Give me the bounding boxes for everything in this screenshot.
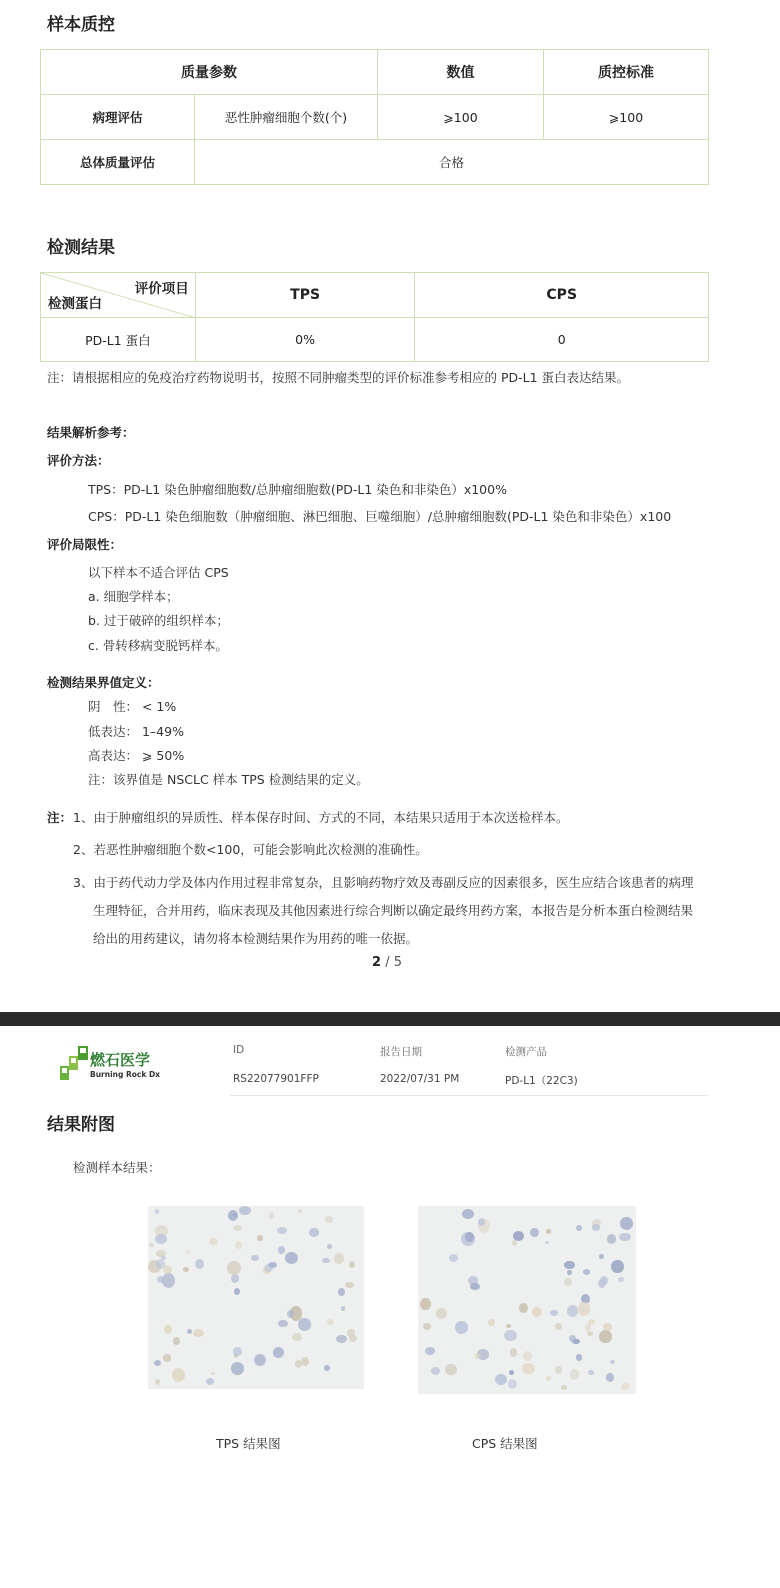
- tissue-cell: [301, 1357, 309, 1366]
- qc-table: [40, 49, 709, 185]
- tissue-cell: [564, 1261, 574, 1269]
- tissue-cell: [173, 1337, 180, 1345]
- tissue-cell: [228, 1210, 238, 1221]
- tissue-cell: [449, 1254, 458, 1262]
- tissue-cell: [309, 1228, 318, 1236]
- sample-results-label: 检测样本结果：: [73, 1160, 161, 1175]
- tissue-cell: [325, 1216, 333, 1224]
- tissue-cell: [530, 1228, 539, 1237]
- tissue-cell: [278, 1320, 287, 1327]
- tissue-cell: [506, 1324, 511, 1328]
- tissue-cell: [157, 1276, 164, 1283]
- tissue-cell: [269, 1212, 274, 1218]
- tissue-cell: [599, 1330, 612, 1342]
- tissue-cell: [587, 1331, 593, 1336]
- tps-result-image: [148, 1206, 364, 1389]
- tissue-cell: [162, 1273, 175, 1288]
- cutoff-high: 高表达： ⩾ 50%: [88, 748, 185, 763]
- tissue-cell: [567, 1305, 578, 1317]
- tissue-cell: [455, 1321, 468, 1334]
- header-product-label: 检测产品: [505, 1046, 547, 1058]
- page-current: 2: [372, 955, 382, 970]
- tissue-cell: [155, 1379, 160, 1385]
- limitation-b: b. 过于破碎的组织样本；: [88, 613, 229, 628]
- tissue-cell: [285, 1252, 299, 1264]
- tissue-cell: [172, 1368, 185, 1383]
- tissue-cell: [512, 1240, 517, 1246]
- tissue-cell: [545, 1241, 549, 1244]
- tissue-cell: [508, 1379, 517, 1389]
- corner-label-protein: 检测蛋白: [48, 296, 102, 312]
- cutoff-heading: 检测结果界值定义：: [47, 675, 160, 690]
- tissue-cell: [183, 1267, 190, 1273]
- tissue-cell: [431, 1367, 440, 1375]
- cps-formula: CPS：PD-L1 染色细胞数（肿瘤细胞、淋巴细胞、巨噬细胞）/总肿瘤细胞数(PD-L1 染色和非染色）x100: [88, 509, 672, 524]
- tissue-cell: [569, 1335, 576, 1342]
- tissue-cell: [436, 1308, 447, 1319]
- figures-title: 结果附图: [47, 1115, 115, 1135]
- tissue-cell: [611, 1260, 623, 1273]
- header-id-label: ID: [233, 1044, 245, 1056]
- tissue-cell: [420, 1298, 430, 1310]
- logo-text-cn: 燃石医学: [90, 1051, 151, 1069]
- tissue-cell: [576, 1354, 582, 1360]
- tissue-cell: [349, 1335, 357, 1343]
- tissue-cell: [598, 1279, 606, 1288]
- cutoff-negative: 阴 性： < 1%: [88, 699, 177, 714]
- tissue-cell: [257, 1235, 263, 1241]
- tissue-cell: [298, 1209, 303, 1213]
- header-id-value: RS22077901FFP: [233, 1073, 319, 1085]
- header-divider: [230, 1095, 708, 1096]
- tissue-cell: [278, 1246, 286, 1253]
- header-date-label: 报告日期: [380, 1046, 422, 1058]
- tissue-cell: [239, 1206, 251, 1215]
- tissue-cell: [322, 1258, 330, 1264]
- cps-caption: CPS 结果图: [472, 1436, 538, 1451]
- tissue-cell: [461, 1232, 475, 1246]
- tissue-cell: [234, 1288, 241, 1295]
- tissue-cell: [349, 1261, 355, 1268]
- tissue-cell: [578, 1302, 591, 1316]
- tissue-cell: [327, 1319, 334, 1325]
- report-page-3: [0, 1026, 780, 1588]
- tissue-cell: [277, 1227, 287, 1235]
- results-section-title: 检测结果: [47, 238, 115, 258]
- page-total: / 5: [385, 955, 402, 970]
- tissue-cell: [474, 1353, 481, 1358]
- tissue-cell: [504, 1330, 518, 1342]
- tissue-cell: [163, 1265, 172, 1274]
- tissue-cell: [211, 1372, 215, 1375]
- corner-label-item: 评价项目: [134, 281, 189, 297]
- tissue-cell: [209, 1238, 218, 1245]
- tissue-cell: [561, 1385, 567, 1389]
- tissue-cell: [564, 1278, 572, 1286]
- tissue-cell: [195, 1259, 204, 1270]
- interpretation-heading: 结果解析参考：: [47, 425, 135, 440]
- tissue-cell: [254, 1354, 266, 1367]
- tissue-cell: [567, 1270, 571, 1275]
- tissue-cell: [478, 1218, 485, 1226]
- tissue-cell: [251, 1255, 259, 1261]
- tissue-cell: [488, 1319, 496, 1325]
- cutoff-low: 低表达： 1–49%: [88, 724, 184, 739]
- results-note: 注：请根据相应的免疫治疗药物说明书，按照不同肿瘤类型的评价标准参考相应的 PD-L1 蛋白表达结果。: [47, 370, 630, 385]
- note-3-line-3: 给出的用药建议，请勿将本检测结果作为用药的唯一依据。: [93, 931, 419, 946]
- tissue-cell: [550, 1310, 558, 1317]
- limitation-a: a. 细胞学样本；: [88, 589, 179, 604]
- note-2: 2、若恶性肿瘤细胞个数<100，可能会影响此次检测的准确性。: [73, 842, 428, 857]
- tissue-cell: [621, 1383, 631, 1391]
- tissue-cell: [523, 1351, 532, 1361]
- tissue-cell: [341, 1306, 346, 1311]
- cps-result-image: [418, 1206, 636, 1394]
- tissue-cell: [231, 1362, 244, 1375]
- tissue-cell: [287, 1310, 294, 1318]
- results-protein-label: PD-L1 蛋白: [41, 318, 196, 362]
- tissue-cell: [268, 1262, 278, 1269]
- tissue-cell: [187, 1329, 192, 1334]
- tissue-cell: [576, 1225, 582, 1231]
- tissue-cell: [555, 1323, 562, 1330]
- tissue-cell: [206, 1378, 214, 1385]
- limitation-heading: 评价局限性：: [47, 537, 123, 552]
- tissue-cell: [324, 1365, 330, 1371]
- tissue-cell: [546, 1376, 551, 1381]
- tissue-cell: [233, 1347, 243, 1356]
- qc-row-overall-label: 总体质量评估: [41, 140, 195, 185]
- company-logo: [58, 1046, 178, 1086]
- tissue-cell: [583, 1269, 590, 1275]
- results-table: [40, 272, 709, 362]
- tissue-cell: [445, 1364, 456, 1376]
- qc-header-value: 数值: [378, 50, 544, 95]
- qc-row-pathology-param: 恶性肿瘤细胞个数(个): [195, 95, 378, 140]
- results-cps-value: 0: [415, 318, 709, 362]
- results-corner-cell: [41, 273, 196, 318]
- tissue-cell: [425, 1347, 435, 1355]
- tissue-cell: [338, 1288, 345, 1296]
- tissue-cell: [295, 1360, 302, 1368]
- tissue-cell: [273, 1347, 284, 1358]
- tissue-cell: [509, 1370, 514, 1376]
- tissue-cell: [186, 1250, 190, 1254]
- tissue-cell: [522, 1363, 535, 1373]
- tissue-cell: [233, 1225, 242, 1231]
- tissue-cell: [155, 1209, 159, 1214]
- cutoff-note: 注：该界值是 NSCLC 样本 TPS 检测结果的定义。: [88, 772, 369, 787]
- tissue-cell: [607, 1234, 616, 1244]
- tissue-cell: [588, 1370, 594, 1376]
- tissue-cell: [161, 1256, 166, 1260]
- qc-header-param: 质量参数: [41, 50, 378, 95]
- notes-prefix: 注：: [47, 810, 73, 825]
- limitation-intro: 以下样本不适合评估 CPS: [88, 565, 229, 580]
- method-heading: 评价方法：: [47, 453, 110, 468]
- tissue-cell: [345, 1282, 353, 1288]
- tissue-cell: [423, 1323, 431, 1330]
- tps-caption: TPS 结果图: [216, 1436, 281, 1451]
- tissue-cell: [555, 1366, 562, 1374]
- tissue-cell: [606, 1373, 615, 1382]
- tissue-cell: [327, 1244, 332, 1249]
- tissue-cell: [618, 1277, 624, 1282]
- results-header-cps: CPS: [415, 273, 709, 318]
- tissue-cell: [592, 1224, 600, 1230]
- tissue-cell: [149, 1243, 154, 1247]
- tissue-cell: [334, 1253, 344, 1263]
- tissue-cell: [619, 1233, 631, 1241]
- tissue-cell: [163, 1354, 172, 1362]
- results-header-tps: TPS: [195, 273, 415, 318]
- limitation-c: c. 骨转移病变脱钙样本。: [88, 638, 228, 653]
- tissue-cell: [336, 1335, 347, 1343]
- tissue-cell: [570, 1369, 579, 1380]
- tissue-cell: [292, 1333, 302, 1342]
- tissue-cell: [193, 1329, 204, 1337]
- tissue-cell: [235, 1241, 242, 1248]
- tissue-cell: [227, 1261, 241, 1274]
- logo-mark-icon: [58, 1046, 94, 1084]
- note-1: 1、由于肿瘤组织的异质性、样本保存时间、方式的不同，本结果只适用于本次送检样本。: [73, 810, 569, 825]
- results-tps-value: 0%: [195, 318, 415, 362]
- page-number: [372, 955, 402, 970]
- tissue-cell: [546, 1229, 552, 1233]
- logo-text-en: Burning Rock Dx: [90, 1070, 161, 1079]
- qc-row-pathology-label: 病理评估: [41, 95, 195, 140]
- tissue-cell: [231, 1274, 239, 1283]
- tissue-cell: [154, 1360, 161, 1366]
- tissue-cell: [519, 1303, 528, 1313]
- tissue-cell: [300, 1319, 308, 1325]
- tps-formula: TPS：PD-L1 染色肿瘤细胞数/总肿瘤细胞数(PD-L1 染色和非染色）x100%: [88, 482, 507, 497]
- qc-row-pathology-standard: ⩾100: [544, 95, 709, 140]
- qc-header-standard: 质控标准: [544, 50, 709, 95]
- tissue-cell: [610, 1360, 616, 1364]
- tissue-cell: [532, 1307, 542, 1317]
- tissue-cell: [164, 1325, 171, 1334]
- tissue-cell: [585, 1324, 591, 1330]
- note-3-line-2: 生理特征，合并用药，临床表现及其他因素进行综合判断以确定最终用药方案，本报告是分析本蛋白检测结果: [93, 903, 694, 918]
- tissue-cell: [462, 1209, 473, 1219]
- note-3-line-1: 3、由于药代动力学及体内作用过程非常复杂，且影响药物疗效及毒副反应的因素很多，医生应结合该患者的病理: [73, 875, 694, 890]
- tissue-cell: [495, 1374, 507, 1386]
- tissue-cell: [599, 1254, 605, 1259]
- qc-row-overall-value: 合格: [195, 140, 709, 185]
- header-date-value: 2022/07/31 PM: [380, 1073, 460, 1085]
- tissue-cell: [510, 1348, 518, 1357]
- qc-row-pathology-value: ⩾100: [378, 95, 544, 140]
- header-product-value: PD-L1（22C3): [505, 1075, 578, 1087]
- qc-section-title: 样本质控: [47, 15, 115, 35]
- tissue-cell: [155, 1234, 167, 1244]
- tissue-cell: [620, 1217, 634, 1231]
- tissue-cell: [156, 1259, 165, 1269]
